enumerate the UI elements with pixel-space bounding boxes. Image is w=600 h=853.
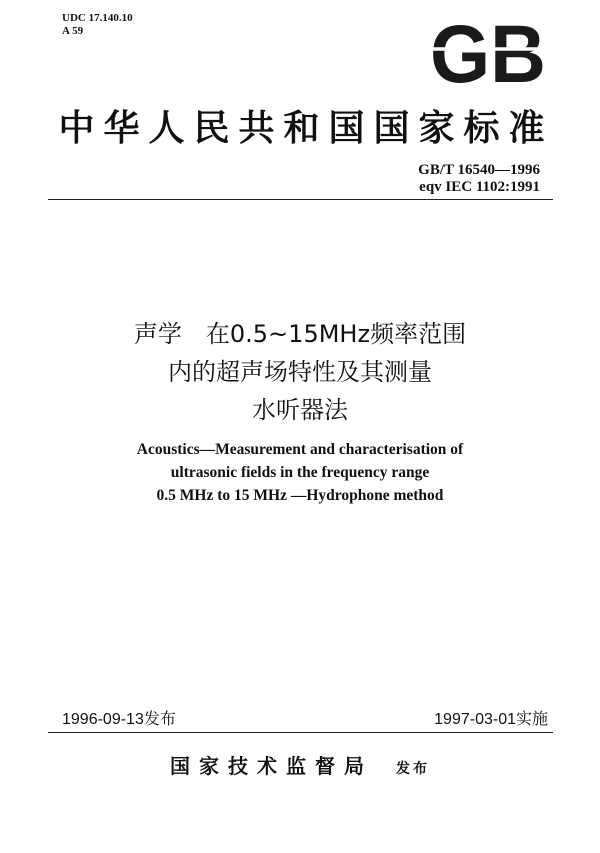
organization-title: 中华人民共和国国家标准 (58, 108, 554, 149)
bottom-divider (48, 732, 553, 733)
classification-codes (62, 12, 133, 38)
title-en-line-1: Acoustics—Measurement and characterisation of (136, 441, 464, 458)
ccs-code: A 59 (62, 25, 84, 37)
gb-logo (428, 16, 548, 88)
top-divider (48, 199, 553, 200)
title-en-line-3: 0.5 MHz to 15 MHz —Hydrophone method (156, 487, 444, 504)
standard-equivalence: eqv IEC 1102:1991 (419, 179, 540, 195)
udc-code: UDC 17.140.10 (62, 12, 133, 24)
standard-number-block (418, 162, 540, 196)
title-cn-line-1: 声学 在0.5~15MHz频率范围 (133, 320, 467, 348)
issuer-line (0, 750, 600, 779)
gb-logo-text: GB (430, 16, 546, 88)
standard-number: GB/T 16540—1996 (418, 162, 540, 178)
title-cn-line-3: 水听器法 (252, 396, 348, 424)
implementation-date: 1997-03-01实施 (434, 711, 548, 728)
title-en-line-2: ultrasonic fields in the frequency range (170, 464, 430, 481)
issuer-name: 国家技术监督局 (169, 754, 373, 778)
issuer-action: 发布 (396, 761, 431, 777)
issue-date: 1996-09-13发布 (62, 711, 176, 728)
title-cn-line-2: 内的超声场特性及其测量 (168, 358, 432, 386)
